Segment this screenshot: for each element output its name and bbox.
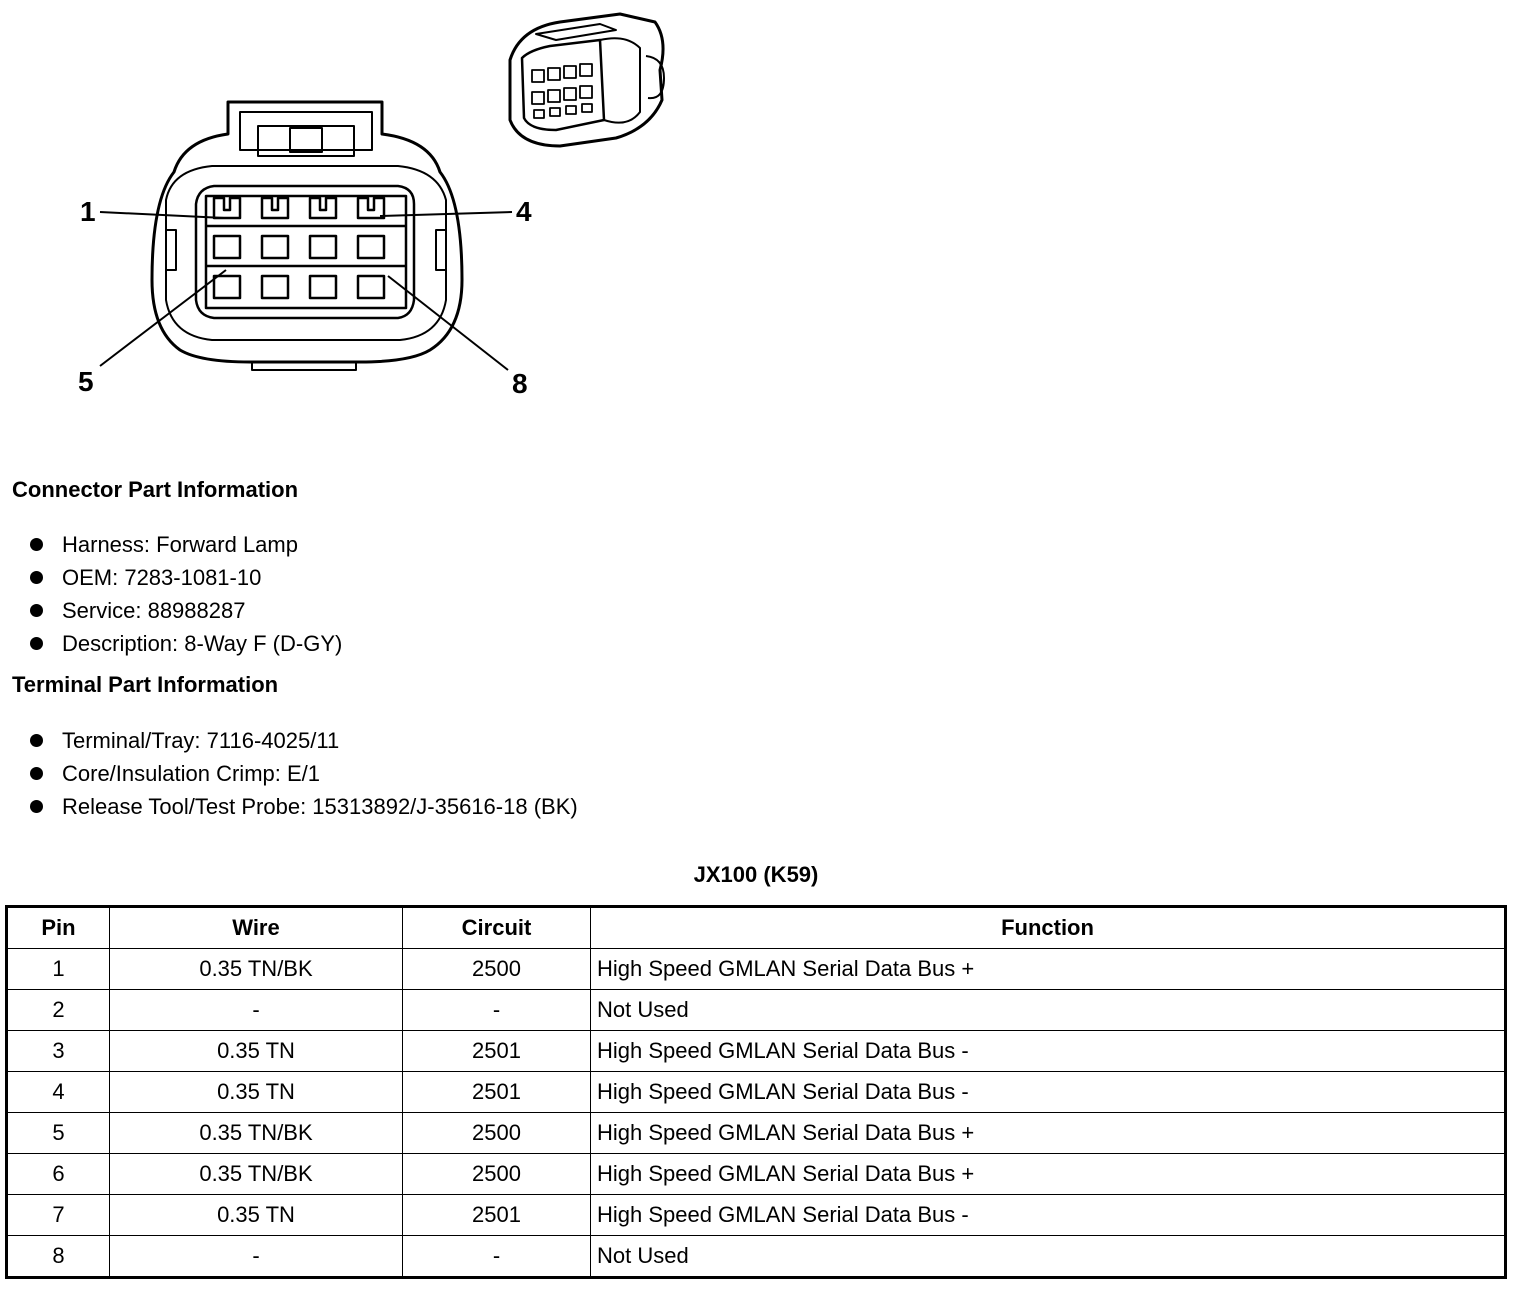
table-row xyxy=(7,1113,1506,1154)
cell-pin: 3 xyxy=(7,1031,110,1072)
cell-wire: 0.35 TN/BK xyxy=(110,1154,403,1195)
cell-function: High Speed GMLAN Serial Data Bus - xyxy=(591,1072,1506,1113)
cell-function: High Speed GMLAN Serial Data Bus + xyxy=(591,949,1506,990)
cell-wire: - xyxy=(110,1236,403,1278)
list-item: Release Tool/Test Probe: 15313892/J-35616-18 (BK) xyxy=(28,790,578,823)
cell-circuit: - xyxy=(403,990,591,1031)
connector-info-list xyxy=(28,528,342,660)
list-item: Harness: Forward Lamp xyxy=(28,528,342,561)
list-item: Description: 8-Way F (D-GY) xyxy=(28,627,342,660)
cell-wire: 0.35 TN/BK xyxy=(110,949,403,990)
cell-pin: 4 xyxy=(7,1072,110,1113)
cell-circuit: 2500 xyxy=(403,1154,591,1195)
table-title: JX100 (K59) xyxy=(693,862,819,887)
table-row xyxy=(7,1031,1506,1072)
pin-label-5: 5 xyxy=(78,366,94,397)
cell-circuit: 2501 xyxy=(403,1195,591,1236)
cell-wire: - xyxy=(110,990,403,1031)
terminal-info-list xyxy=(28,724,578,823)
table-row xyxy=(7,949,1506,990)
table-row xyxy=(7,1195,1506,1236)
cell-wire: 0.35 TN xyxy=(110,1072,403,1113)
cell-pin: 8 xyxy=(7,1236,110,1278)
connector-face-outline xyxy=(152,102,462,370)
cell-pin: 1 xyxy=(7,949,110,990)
cell-circuit: 2500 xyxy=(403,949,591,990)
pin-label-4: 4 xyxy=(516,196,532,227)
cell-wire: 0.35 TN/BK xyxy=(110,1113,403,1154)
cell-wire: 0.35 TN xyxy=(110,1031,403,1072)
table-row xyxy=(7,990,1506,1031)
pin-label-1: 1 xyxy=(80,196,96,227)
list-item: Terminal/Tray: 7116-4025/11 xyxy=(28,724,578,757)
cell-pin: 7 xyxy=(7,1195,110,1236)
cell-pin: 2 xyxy=(7,990,110,1031)
column-header-pin: Pin xyxy=(7,907,110,949)
list-item: Service: 88988287 xyxy=(28,594,342,627)
connector-info-title: Connector Part Information xyxy=(12,477,299,502)
column-header-circuit: Circuit xyxy=(403,907,591,949)
cell-function: Not Used xyxy=(591,990,1506,1031)
cell-circuit: 2501 xyxy=(403,1031,591,1072)
cell-function: High Speed GMLAN Serial Data Bus + xyxy=(591,1154,1506,1195)
cell-circuit: 2501 xyxy=(403,1072,591,1113)
cell-function: High Speed GMLAN Serial Data Bus - xyxy=(591,1031,1506,1072)
cell-circuit: 2500 xyxy=(403,1113,591,1154)
column-header-wire: Wire xyxy=(110,907,403,949)
connector-diagram xyxy=(0,0,700,420)
table-header-row xyxy=(7,907,1506,949)
cell-function: Not Used xyxy=(591,1236,1506,1278)
cell-function: High Speed GMLAN Serial Data Bus + xyxy=(591,1113,1506,1154)
cell-circuit: - xyxy=(403,1236,591,1278)
terminal-info-title: Terminal Part Information xyxy=(12,672,279,697)
list-item: Core/Insulation Crimp: E/1 xyxy=(28,757,578,790)
terminal-cavities xyxy=(206,196,406,308)
cell-wire: 0.35 TN xyxy=(110,1195,403,1236)
cell-pin: 5 xyxy=(7,1113,110,1154)
table-row xyxy=(7,1154,1506,1195)
pin-leader-lines xyxy=(100,212,512,370)
table-row xyxy=(7,1072,1506,1113)
pinout-table xyxy=(5,905,1507,1279)
table-row xyxy=(7,1236,1506,1278)
list-item: OEM: 7283-1081-10 xyxy=(28,561,342,594)
pin-label-8: 8 xyxy=(512,368,528,399)
connector-3d-view-icon xyxy=(510,14,664,146)
cell-pin: 6 xyxy=(7,1154,110,1195)
cell-function: High Speed GMLAN Serial Data Bus - xyxy=(591,1195,1506,1236)
column-header-function: Function xyxy=(591,907,1506,949)
